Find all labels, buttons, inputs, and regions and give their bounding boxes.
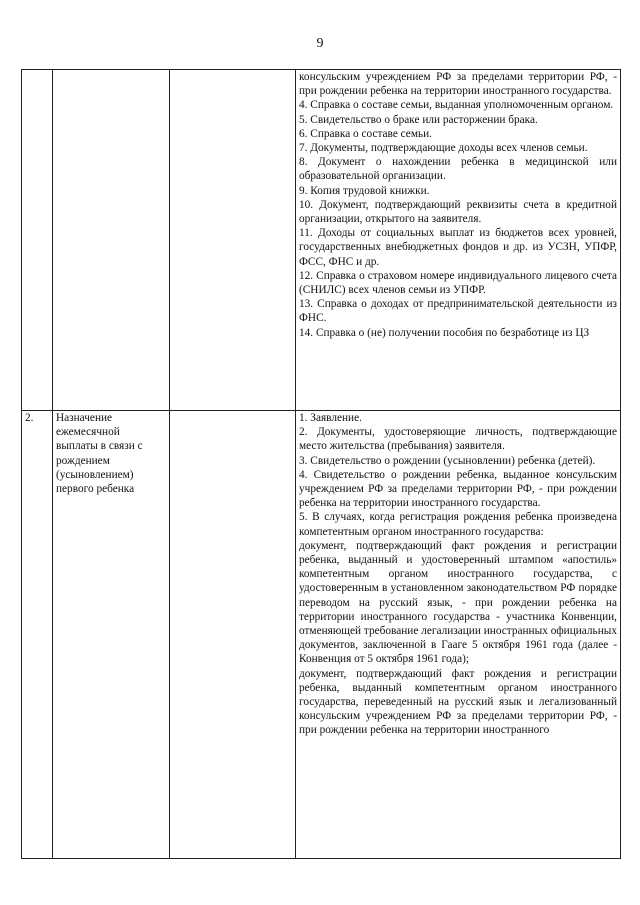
document-item: документ, подтверждающий факт рождения и регистрации ребенка, выданный и удостоверенный штампом «апостиль» компетентным органом иностранного государства, с удостоверенным в установленном законодательством РФ порядке переводом на русский язык, - при рождении ребенка на территории иностранного государства - участника Конвенции, отменяющей требование легализации иностранных официальных документов, заключенной в Гааге 5 октября 1961 года (далее - Конвенция от 5 октября 1961 года); — [299, 539, 617, 666]
table-row — [22, 411, 621, 859]
document-item: консульским учреждением РФ за пределами территории РФ, - при рождении ребенка на территории иностранного государства. — [299, 71, 617, 98]
document-item: 8. Документ о нахождении ребенка в медицинской или образовательной организации. — [299, 156, 617, 183]
document-item: документ, подтверждающий факт рождения и регистрации ребенка, выданный компетентным органом иностранного государства, переведенный на русский язык и легализованный консульским учреждением РФ за пределами территории РФ, - при рождении ребенка на территории иностранного — [299, 667, 617, 737]
service-name-line: рождением — [56, 454, 110, 467]
document-item: 11. Доходы от социальных выплат из бюджетов всех уровней, государственных внебюджетных фондов и др. из УСЗН, УПФР, ФСС, ФНС и др. — [299, 227, 617, 268]
service-name-line: (усыновлением) — [56, 468, 134, 481]
document-item: 9. Копия трудовой книжки. — [299, 184, 430, 197]
service-name-line: ежемесячной — [56, 426, 120, 439]
document-item: 5. Свидетельство о браке или расторжении брака. — [299, 113, 538, 126]
empty-cell — [170, 70, 296, 411]
documents-cell — [296, 70, 621, 411]
document-item: 1. Заявление. — [299, 412, 362, 424]
document-item: 13. Справка о доходах от предпринимательской деятельности из ФНС. — [299, 298, 617, 325]
document-item: 5. В случаях, когда регистрация рождения ребенка произведена компетентным органом иностранного государства: — [299, 511, 617, 538]
service-name-line: первого ребенка — [56, 483, 135, 496]
document-item: 7. Документы, подтверждающие доходы всех членов семьи. — [299, 142, 588, 155]
service-name-cell — [53, 70, 170, 411]
document-item: 4. Справка о составе семьи, выданная уполномоченным органом. — [299, 99, 614, 112]
row-number-cell — [22, 70, 53, 411]
services-table — [21, 69, 621, 859]
document-item: 12. Справка о страховом номере индивидуального лицевого счета (СНИЛС) всех членов семьи из УПФР. — [299, 269, 617, 297]
service-name-line: Назначение — [56, 412, 113, 424]
documents-cell — [296, 411, 621, 859]
document-item: 4. Свидетельство о рождении ребенка, выданное консульским учреждением РФ за пределами территории РФ, - при рождении ребенка на территории иностранного государства. — [299, 468, 617, 510]
service-name-line: выплаты в связи с — [56, 440, 143, 453]
empty-cell — [170, 411, 296, 859]
service-name-cell — [53, 411, 170, 859]
table-row — [22, 70, 621, 411]
document-item: 6. Справка о составе семьи. — [299, 127, 432, 140]
document-item: 2. Документы, удостоверяющие личность, подтверждающие место жительства (пребывания) заявителя. — [299, 426, 617, 453]
document-item: 10. Документ, подтверждающий реквизиты счета в кредитной организации, открытого на заявителя. — [299, 198, 617, 226]
document-item: 14. Справка о (не) получении пособия по безработице из ЦЗ — [299, 326, 590, 339]
row-number-cell: 2. — [22, 411, 53, 859]
page-number: 9 — [316, 36, 324, 51]
document-item: 3. Свидетельство о рождении (усыновлении) ребенка (детей). — [299, 454, 596, 467]
